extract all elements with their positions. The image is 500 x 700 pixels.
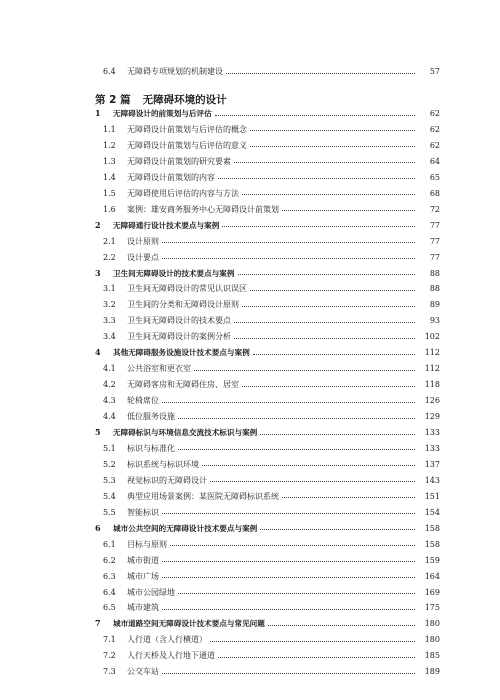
toc-entry-title: 无障碍设计前策划的内容	[127, 172, 215, 182]
toc-entry-title: 无障碍设计前策划与后评估的概念	[127, 124, 247, 134]
toc-entry-number: 7.2	[103, 651, 116, 661]
toc-entry-number: 3	[95, 267, 101, 278]
toc-dot-leader	[242, 385, 415, 387]
toc-dot-leader	[162, 401, 415, 403]
toc-entry-title: 卫生间无障碍设计的技术要点	[127, 316, 231, 326]
toc-section-row	[0, 490, 500, 503]
toc-section-row	[0, 474, 500, 487]
toc-entry-number: 4	[95, 347, 101, 358]
toc-dot-leader	[222, 225, 415, 227]
toc-dot-leader	[250, 145, 415, 147]
toc-dot-leader	[162, 512, 415, 514]
toc-entry-title: 案例：雄安商务服务中心无障碍设计前策划	[127, 204, 279, 214]
toc-dot-leader	[268, 624, 415, 626]
toc-entry-number: 7.3	[103, 667, 116, 677]
toc-page-number: 118	[424, 380, 440, 390]
toc-entry-title: 城市广场	[127, 571, 159, 581]
toc-entry-number: 6.3	[103, 571, 116, 581]
toc-dot-leader	[282, 209, 415, 211]
toc-chapter-row	[0, 267, 500, 280]
toc-dot-leader	[234, 337, 415, 339]
toc-entry-number: 5.4	[103, 491, 116, 501]
toc-section-row	[0, 155, 500, 168]
toc-page-number: 72	[429, 204, 440, 214]
toc-page-number: 62	[429, 140, 440, 150]
toc-page-number: 154	[424, 507, 440, 517]
toc-page-number: 65	[429, 172, 440, 182]
toc-entry-title: 典型应用场景案例：某医院无障碍标识系统	[127, 491, 279, 501]
toc-entry-title: 城市公园绿地	[127, 587, 175, 597]
toc-entry-number: 1.5	[103, 188, 116, 198]
toc-entry-number: 3.3	[103, 316, 116, 326]
toc-page-number: 189	[424, 667, 440, 677]
toc-dot-leader	[162, 672, 415, 674]
toc-section-row	[0, 282, 500, 295]
part-label: 第 2 篇	[95, 94, 131, 106]
toc-entry-title: 城市街道	[127, 555, 159, 565]
toc-page-number: 158	[424, 523, 440, 533]
toc-entry-number: 4.2	[103, 380, 116, 390]
toc-dot-leader	[202, 464, 415, 466]
toc-entry-number: 5	[95, 427, 101, 437]
toc-section-row	[0, 442, 500, 455]
toc-section-row	[0, 251, 500, 264]
toc-page-number: 62	[429, 109, 440, 118]
toc-section-row	[0, 187, 500, 200]
toc-section-row	[0, 235, 500, 248]
toc-entry-title: 公共浴室和更衣室	[127, 364, 191, 374]
toc-entry-number: 1.1	[103, 124, 116, 134]
toc-entry-number: 6.4	[103, 67, 116, 76]
toc-section-row	[0, 410, 500, 423]
toc-entry-title: 卫生间的分类和无障碍设计原则	[127, 300, 239, 310]
toc-page-number: 129	[424, 412, 440, 422]
toc-entry-number: 1.3	[103, 156, 116, 166]
toc-section-row	[0, 586, 500, 599]
toc-section-row	[0, 649, 500, 662]
toc-section-row	[0, 139, 500, 152]
toc-entry-number: 5.2	[103, 459, 116, 469]
toc-entry-number: 2.2	[103, 252, 116, 262]
toc-page-number: 112	[424, 348, 440, 358]
toc-entry-number: 1.4	[103, 172, 116, 182]
toc-dot-leader	[218, 177, 415, 179]
toc-entry-title: 标识与标准化	[127, 443, 175, 453]
toc-entry-title: 卫生间无障碍设计的技术要点与案例	[113, 268, 235, 278]
toc-dot-leader	[234, 321, 415, 323]
toc-page-number: 102	[424, 332, 440, 342]
toc-entry-title: 无障碍专项规划的机制建设	[127, 67, 223, 76]
toc-page-number: 62	[429, 124, 440, 134]
toc-section-row	[0, 362, 500, 375]
toc-entry-number: 2.1	[103, 236, 116, 246]
toc-entry-title: 城市公共空间的无障碍设计技术要点与案例	[113, 523, 258, 533]
toc-chapter-row	[0, 219, 500, 232]
toc-entry-title: 设计原则	[127, 236, 159, 246]
toc-section-row	[0, 538, 500, 551]
toc-entry-title: 无障碍设计前策划的研究要素	[127, 156, 231, 166]
toc-dot-leader	[178, 448, 415, 450]
toc-section-row	[0, 171, 500, 184]
toc-entry-number: 6.2	[103, 555, 116, 565]
toc-page-number: 137	[424, 459, 440, 469]
toc-page-number: 180	[424, 619, 440, 629]
toc-entry-title: 公交车站	[127, 667, 159, 677]
toc-section-row	[0, 601, 500, 614]
part-heading	[95, 92, 227, 108]
toc-section-row	[0, 330, 500, 343]
toc-page-number: 112	[424, 364, 440, 374]
toc-entry-title: 人行道（含人行横道）	[127, 635, 207, 645]
toc-entry-title: 设计要点	[127, 252, 159, 262]
toc-section-row	[0, 65, 500, 78]
toc-entry-number: 3.4	[103, 332, 116, 342]
toc-page-number: 133	[424, 428, 440, 437]
toc-dot-leader	[178, 592, 415, 594]
toc-chapter-row	[0, 346, 500, 359]
toc-section-row	[0, 203, 500, 216]
toc-dot-leader	[260, 433, 415, 435]
toc-page-number: 126	[424, 396, 440, 406]
toc-entry-number: 1.2	[103, 140, 116, 150]
toc-page-number: 185	[424, 651, 440, 661]
toc-entry-title: 人行天桥及人行地下通道	[127, 651, 215, 661]
toc-page-number: 158	[424, 539, 440, 549]
toc-entry-number: 4.1	[103, 364, 116, 374]
toc-dot-leader	[210, 640, 415, 642]
toc-dot-leader	[253, 353, 415, 355]
toc-entry-number: 6.4	[103, 587, 116, 597]
toc-entry-number: 7.1	[103, 635, 116, 645]
toc-dot-leader	[178, 417, 415, 419]
toc-entry-number: 3.2	[103, 300, 116, 310]
toc-dot-leader	[250, 289, 415, 291]
toc-chapter-row	[0, 426, 500, 439]
toc-entry-number: 6	[95, 522, 101, 533]
toc-entry-number: 7	[95, 618, 101, 629]
toc-entry-title: 低位服务设施	[127, 412, 175, 422]
toc-chapter-row	[0, 107, 500, 120]
toc-page-number: 164	[424, 571, 440, 581]
toc-entry-number: 2	[95, 219, 101, 230]
toc-entry-title: 无障碍客房和无障碍住房、居室	[127, 380, 239, 390]
toc-dot-leader	[162, 241, 415, 243]
toc-dot-leader	[250, 129, 415, 131]
toc-entry-title: 智能标识	[127, 507, 159, 517]
toc-section-row	[0, 298, 500, 311]
toc-section-row	[0, 633, 500, 646]
toc-page-number: 169	[424, 587, 440, 597]
toc-entry-number: 5.1	[103, 443, 116, 453]
toc-entry-title: 城市建筑	[127, 603, 159, 613]
toc-entry-title: 轮椅席位	[127, 396, 159, 406]
toc-section-row	[0, 314, 500, 327]
toc-page-number: 159	[424, 555, 440, 565]
toc-page-number: 88	[429, 284, 440, 294]
toc-page-number: 93	[429, 316, 440, 326]
toc-dot-leader	[238, 273, 416, 275]
toc-page-number: 180	[424, 635, 440, 645]
toc-section-row	[0, 665, 500, 678]
toc-dot-leader	[215, 114, 415, 116]
toc-chapter-row	[0, 522, 500, 535]
toc-dot-leader	[162, 608, 415, 610]
toc-entry-number: 5.3	[103, 475, 116, 485]
toc-section-row	[0, 554, 500, 567]
toc-page-number: 143	[424, 475, 440, 485]
toc-entry-title: 无障碍设计的前策划与后评估	[113, 109, 212, 118]
toc-entry-title: 城市道路空间无障碍设计技术要点与常见问题	[113, 619, 265, 629]
toc-page-number: 133	[424, 443, 440, 453]
toc-entry-number: 4.3	[103, 396, 116, 406]
toc-dot-leader	[218, 656, 415, 658]
toc-section-row	[0, 123, 500, 136]
toc-entry-title: 目标与原则	[127, 539, 167, 549]
toc-entry-title: 无障碍使用后评估的内容与方法	[127, 188, 239, 198]
toc-section-row	[0, 570, 500, 583]
toc-page-number: 77	[429, 252, 440, 262]
toc-entry-number: 4.4	[103, 412, 116, 422]
toc-page-number: 89	[429, 300, 440, 310]
toc-dot-leader	[210, 480, 415, 482]
toc-section-row	[0, 506, 500, 519]
toc-chapter-row	[0, 617, 500, 630]
toc-dot-leader	[234, 161, 415, 163]
part-title: 无障碍环境的设计	[142, 94, 227, 106]
toc-page-number: 151	[424, 491, 440, 501]
toc-entry-title: 卫生间无障碍设计的常见认识误区	[127, 284, 247, 294]
toc-dot-leader	[226, 72, 415, 74]
toc-dot-leader	[194, 369, 415, 371]
toc-section-row	[0, 394, 500, 407]
toc-entry-title: 无障碍标识与环境信息交流技术标识与案例	[113, 428, 258, 437]
toc-entry-title: 标识系统与标识环境	[127, 459, 199, 469]
toc-page-number: 77	[429, 220, 440, 230]
toc-dot-leader	[242, 305, 415, 307]
toc-section-row	[0, 378, 500, 391]
toc-dot-leader	[162, 576, 415, 578]
toc-page-number: 88	[429, 268, 440, 278]
toc-section-row	[0, 458, 500, 471]
toc-dot-leader	[162, 560, 415, 562]
toc-page-number: 175	[424, 603, 440, 613]
toc-entry-number: 6.1	[103, 539, 116, 549]
toc-entry-number: 5.5	[103, 507, 116, 517]
toc-page-number: 64	[429, 156, 440, 166]
toc-page-number: 68	[429, 188, 440, 198]
toc-dot-leader	[162, 257, 415, 259]
toc-entry-number: 1	[95, 108, 101, 118]
toc-page-number: 57	[429, 67, 440, 76]
toc-dot-leader	[170, 544, 415, 546]
toc-entry-number: 6.5	[103, 603, 116, 613]
toc-entry-title: 无障碍通行设计技术要点与案例	[113, 220, 220, 230]
toc-entry-title: 无障碍设计前策划与后评估的意义	[127, 140, 247, 150]
toc-dot-leader	[260, 528, 415, 530]
toc-dot-leader	[242, 193, 415, 195]
toc-page-number: 77	[429, 236, 440, 246]
toc-entry-title: 卫生间无障碍设计的案例分析	[127, 332, 231, 342]
toc-entry-title: 视觉标识的无障碍设计	[127, 475, 207, 485]
toc-entry-number: 3.1	[103, 284, 116, 294]
toc-dot-leader	[282, 496, 415, 498]
toc-entry-title: 其他无障碍服务设施设计技术要点与案例	[113, 348, 250, 358]
toc-entry-number: 1.6	[103, 204, 116, 214]
